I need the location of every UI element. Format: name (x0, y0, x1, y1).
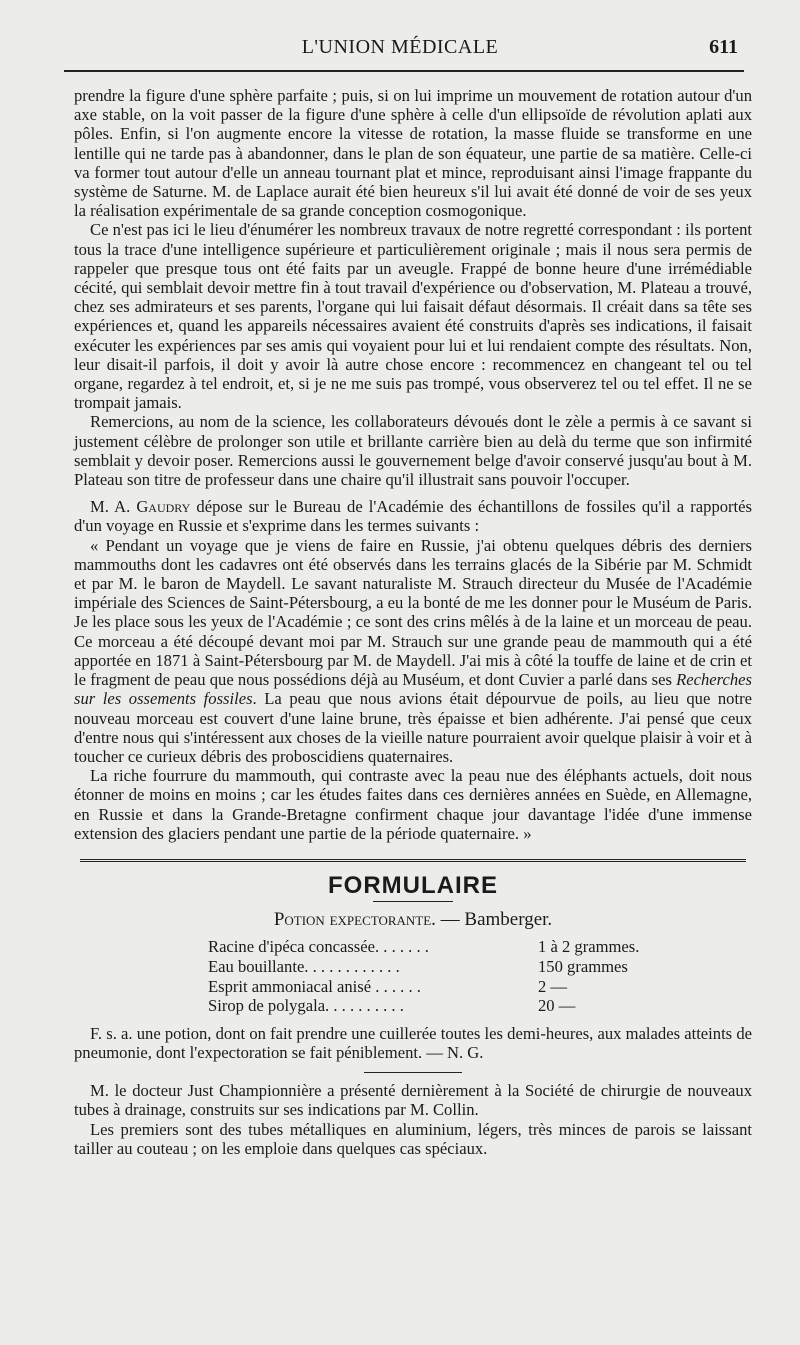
ingredient-name: Sirop de polygala. . . . . . . . . . (208, 996, 404, 1016)
recipe-name: Potion expectorante. (273, 909, 436, 931)
gaudry-prefix: M. A. (90, 497, 137, 517)
recipe-author: — Bamberger. (435, 909, 553, 931)
gaudry-text: dépose sur le Bureau de l'Académie des échantillons de fossiles qu'il a rapportés d'un voyage en Russie et s'exprime dans les termes suivants : (74, 497, 752, 536)
ingredient-quantity: 150 grammes (538, 956, 628, 976)
quote-before: « Pendant un voyage que je viens de faire en Russie, j'ai obtenu quelques débris des derniers mammouths dont les cadavres ont été observés dans les terrains glacés de la Sibérie par M. Schmidt et par M. le baron de Maydell. Le savant naturaliste M. Strauch directeur du Musée de l'Académie impériale des Sciences de Saint-Pétersbourg, a eu la bonté de me les donner pour le Muséum de Paris. Je les place sous les yeux de l'Académie ; ce sont des crins mêlés à de la laine et un morceau de peau. Ce morceau a été découpé devant moi par M. Strauch sur une grande peau de mammouth qui a été apportée en 1871 à Saint-Pétersbourg par M. de Maydell. J'ai mis à côté la touffe de laine et de crin et le fragment de peau que nous possédions déjà au Muséum, et dont Cuvier a parlé dans ses (74, 535, 752, 690)
ingredient-quantity: 2 — (538, 976, 568, 996)
journal-title: L'UNION MÉDICALE (301, 36, 499, 58)
quote-after: . La peau que nous avions était dépourvue de poils, au lieu que notre nouveau morceau est couvert d'une laine brune, très épaisse et bien adhérente. J'ai pensé que ceux d'entre nous qui s'intéressent aux choses de la vieille nature pourraient avoir quelque plaisir à voir et à toucher ce curieux débris des proboscidiens quaternaires. (74, 689, 752, 766)
closing-paragraph: Les premiers sont des tubes métalliques en aluminium, légers, très minces de parois se laissant tailler au couteau ; on les emploie dans quelques cas spéciaux. (74, 1119, 752, 1158)
ingredient-name: Eau bouillante. . . . . . . . . . . . (208, 956, 400, 976)
ingredient-quantity: 1 à 2 grammes. (538, 937, 640, 957)
author-name: Gaudry (136, 497, 191, 517)
ingredient-name: Esprit ammoniacal anisé . . . . . . (208, 976, 421, 996)
header-rule (64, 70, 744, 72)
ingredient-quantity: 20 — (538, 996, 576, 1016)
section-divider-short (364, 1072, 462, 1073)
ingredient-row (208, 937, 752, 957)
cited-work-title: Recherches sur les ossements fossiles (74, 670, 752, 709)
title-underline (373, 901, 453, 902)
page-number: 611 (709, 36, 738, 58)
paragraph: prendre la figure d'une sphère parfaite ; puis, si on lui imprime un mouvement de rotation autour d'un axe stable, on la voit passer de la figure d'une sphère à celle d'un ellipsoïde de révolution aplati aux pôles. Enfin, si l'on augmente encore la vitesse de rotation, la masse fluide se transforme en une lentille qui ne tarde pas à abandonner, dans le plan de son équateur, une partie de sa matière. Celle-ci va former tout autour d'elle un anneau tournant plat et mince, reproduisant ainsi l'image frappante du système de Saturne. M. de Laplace aurait été bien heureux s'il lui avait été donné de voir de ses yeux la réalisation expérimentale de sa grande conception cosmogonique. (74, 86, 752, 221)
quote-paragraph (74, 536, 752, 766)
closing-paragraph: M. le docteur Just Championnière a présenté dernièrement à la Société de chirurgie de nouveaux tubes à drainage, construits sur ses indications par M. Collin. (74, 1081, 752, 1120)
section-title: FORMULAIRE (328, 871, 498, 899)
page-header (0, 36, 800, 66)
paragraph: Remercions, au nom de la science, les collaborateurs dévoués dont le zèle a permis à ce savant si justement célèbre de prolonger son utile et brillante carrière bien au delà du terme que son infirmité semblait y devoir poser. Remercions aussi le gouvernement belge d'avoir conservé jusqu'au bout à M. Plateau son titre de professeur dans une chaire qu'il illustrait sans pouvoir l'occuper. (74, 412, 752, 490)
ingredient-name: Racine d'ipéca concassée. . . . . . . (208, 937, 429, 957)
recipe-title (74, 910, 752, 929)
recipe-instructions: F. s. a. une potion, dont on fait prendre une cuillerée toutes les demi-heures, aux malades atteints de pneumonie, dont l'expectoration se fait péniblement. — N. G. (74, 1023, 752, 1062)
gaudry-paragraph (74, 497, 752, 535)
article-body (74, 86, 752, 1158)
section-divider (80, 859, 746, 862)
ingredient-list (208, 937, 752, 1015)
quote-continuation: La riche fourrure du mammouth, qui contraste avec la peau nue des éléphants actuels, doit nous étonner de moins en moins ; car les études faites dans ces dernières années en Suède, en Allemagne, en Russie et dans la Grande-Bretagne confirment chaque jour davantage l'idée d'une immense extension des glaciers pendant une partie de la période quaternaire. » (74, 766, 752, 843)
ingredient-row (208, 996, 752, 1016)
ingredient-row (208, 957, 752, 977)
paragraph: Ce n'est pas ici le lieu d'énumérer les nombreux travaux de notre regretté correspondant : ils portent tous la trace d'une intelligence supérieure et particulièrement originale ; mais il nous sera permis de rappeler que presque tous ont été faits par un aveugle. Frappé de bonne heure d'une irrémédiable cécité, qui semblait devoir mettre fin à tout travail d'expérience ou d'observation, M. Plateau a trouvé, chez ses admirateurs et ses parents, l'organe qui lui faisait défaut désormais. Il créait dans sa tête ses expériences et, quand les appareils nécessaires avaient été construits d'après ses indications, il faisait exécuter les expériences par ses amis qui voyaient pour lui et lui rendaient compte des résultats. Non, leur disait-il parfois, il doit y avoir là autre chose encore : recommencez en changeant tel ou tel organe, regardez à tel endroit, et, si je ne me suis pas trompé, vous observerez tel ou tel effet. Il ne se trompait jamais. (74, 220, 752, 413)
ingredient-row (208, 977, 752, 997)
